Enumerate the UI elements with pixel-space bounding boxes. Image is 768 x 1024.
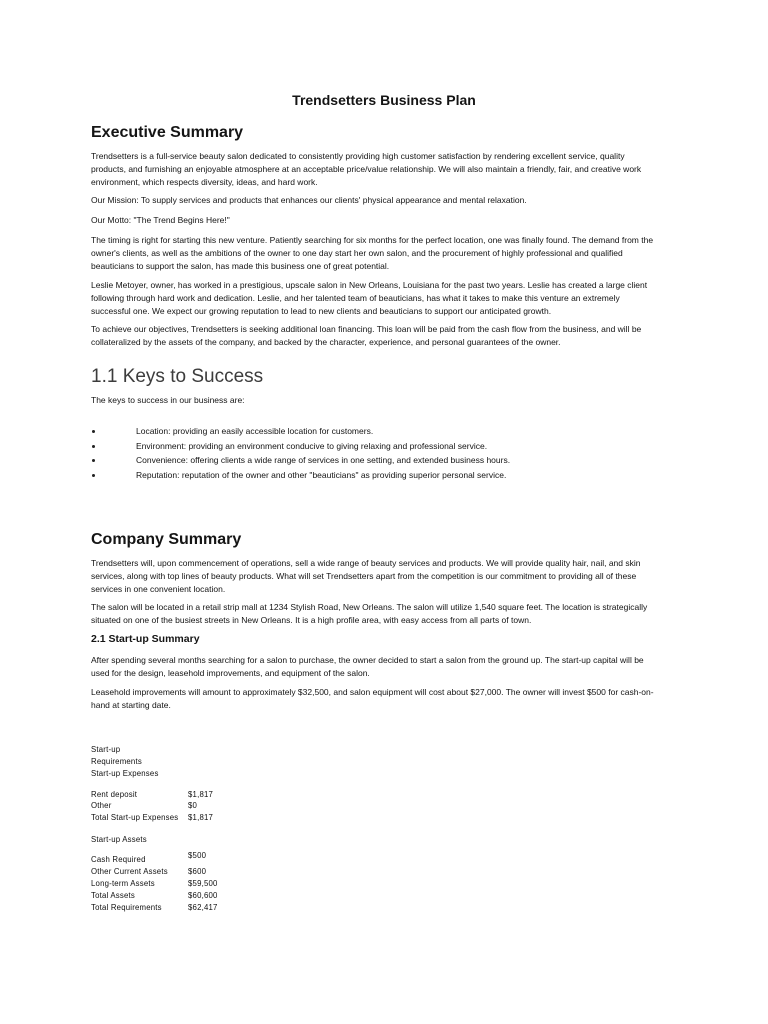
motto-paragraph bbox=[91, 214, 230, 227]
motto-text: Our Motto: "The Trend Begins Here!" bbox=[91, 215, 230, 225]
table-row bbox=[91, 851, 291, 865]
row-value: $1,817 bbox=[188, 813, 214, 822]
table-header-line bbox=[91, 769, 291, 779]
timing-paragraph bbox=[91, 234, 653, 273]
row-label: Cash Required bbox=[91, 855, 146, 864]
key-item-environment bbox=[91, 439, 510, 454]
table-row bbox=[91, 867, 291, 877]
paragraph-line: used for the design, leasehold improvements, and equipment of the salon. bbox=[91, 668, 370, 678]
objectives-paragraph bbox=[91, 323, 641, 349]
row-label: Rent deposit bbox=[91, 790, 138, 799]
startup-costs-paragraph bbox=[91, 686, 654, 712]
table-row bbox=[91, 891, 291, 901]
paragraph-line: situated on one of the busiest streets in New Orleans. It is a high profile area, with easy access from all parts of town. bbox=[91, 615, 532, 625]
row-label: Total Assets bbox=[91, 891, 136, 900]
keys-to-success-heading: 1.1 Keys to Success bbox=[91, 366, 264, 387]
key-item-convenience bbox=[91, 453, 510, 468]
key-item-text: Convenience: offering clients a wide range of services in one setting, and extended business hours. bbox=[136, 455, 511, 465]
table-row bbox=[91, 813, 291, 823]
row-value: $1,817 bbox=[188, 790, 214, 799]
paragraph-line: successful one. We expect our growing reputation to lead to new clients and beauticians to support our anticipated growth. bbox=[91, 306, 552, 316]
table-row bbox=[91, 903, 291, 913]
row-value: $600 bbox=[188, 867, 207, 876]
paragraph-line: services in one convenient location. bbox=[91, 584, 226, 594]
paragraph-line: The timing is right for starting this new venture. Patiently searching for six months for the perfect location, one was finally found. The demand from the bbox=[91, 235, 654, 245]
table-section-heading bbox=[91, 835, 291, 845]
paragraph-line: beauticians to support the salon, has made this business one of great potential. bbox=[91, 261, 390, 271]
mission-text: Our Mission: To supply services and products that enhances our clients' physical appearance and mental relaxation. bbox=[91, 195, 527, 205]
company-summary-heading: Company Summary bbox=[91, 531, 242, 548]
keys-to-success-list bbox=[91, 424, 510, 482]
row-label: Other Current Assets bbox=[91, 867, 168, 876]
bullet-icon bbox=[92, 459, 95, 462]
key-item-location bbox=[91, 424, 510, 439]
bullet-icon bbox=[92, 474, 95, 477]
paragraph-line: owner's clients, as well as the ambitions of the owner to one day start her own salon, and the procurement of highly professional and qualified bbox=[91, 248, 623, 258]
key-item-text: Environment: providing an environment conducive to giving relaxing and professional service. bbox=[136, 440, 488, 451]
row-value: $500 bbox=[188, 851, 207, 860]
executive-summary-heading: Executive Summary bbox=[91, 124, 244, 141]
row-value: $0 bbox=[188, 801, 198, 810]
table-row bbox=[91, 879, 291, 889]
key-item-text: Reputation: reputation of the owner and other "beauticians" as providing superior personal service. bbox=[136, 469, 507, 480]
company-overview-paragraph bbox=[91, 557, 640, 596]
paragraph-line: After spending several months searching for a salon to purchase, the owner decided to start a salon from the ground up. The start-up capital will be bbox=[91, 655, 644, 665]
table-header-text: Requirements bbox=[91, 757, 142, 766]
paragraph-line: Leslie Metoyer, owner, has worked in a prestigious, upscale salon in New Orleans, Louisiana for the past two years. Leslie has created a large client bbox=[91, 280, 648, 290]
paragraph-line: hand at starting date. bbox=[91, 700, 171, 710]
row-label: Total Start-up Expenses bbox=[91, 813, 179, 822]
row-label: Long-term Assets bbox=[91, 879, 155, 888]
paragraph-line: collateralized by the assets of the company, and backed by the character, experience, and personal guarantees of the owner. bbox=[91, 337, 561, 347]
table-row bbox=[91, 790, 291, 800]
paragraph-line: following through hard work and dedication. Leslie, and her talented team of beauticians, has what it takes to make this venture an extremely bbox=[91, 293, 620, 303]
paragraph-line: To achieve our objectives, Trendsetters is seeking additional loan financing. This loan will be paid from the cash flow from the business, and will be bbox=[91, 324, 642, 334]
section-heading-text: Start-up Assets bbox=[91, 835, 147, 844]
table-row bbox=[91, 801, 291, 811]
executive-summary-intro-paragraph bbox=[91, 150, 641, 189]
row-value: $62,417 bbox=[188, 903, 218, 912]
paragraph-line: Trendsetters is a full-service beauty salon dedicated to consistently providing high customer satisfaction by rendering excellent service, quality bbox=[91, 151, 625, 161]
owner-paragraph bbox=[91, 279, 647, 318]
table-header-line bbox=[91, 757, 291, 767]
company-location-paragraph bbox=[91, 601, 647, 627]
startup-summary-heading: 2.1 Start-up Summary bbox=[91, 633, 200, 645]
bullet-icon bbox=[92, 445, 95, 448]
table-header-text: Start-up bbox=[91, 745, 121, 754]
key-item-text: Location: providing an easily accessible location for customers. bbox=[136, 426, 374, 436]
startup-plan-paragraph bbox=[91, 654, 644, 680]
table-header-text: Start-up Expenses bbox=[91, 769, 159, 778]
paragraph-line: Trendsetters will, upon commencement of operations, sell a wide range of beauty services and products. We will provide quality hair, nail, and skin bbox=[91, 558, 641, 568]
mission-paragraph bbox=[91, 194, 527, 207]
row-label: Total Requirements bbox=[91, 903, 162, 912]
key-item-reputation bbox=[91, 468, 510, 483]
table-header-line bbox=[91, 745, 291, 755]
row-label: Other bbox=[91, 801, 112, 810]
keys-intro-paragraph bbox=[91, 394, 245, 407]
keys-intro-text: The keys to success in our business are: bbox=[91, 395, 245, 405]
paragraph-line: products, and furnishing an enjoyable atmosphere at an acceptable price/value relationship. We will also maintain a friendly, fair, and creative work bbox=[91, 164, 642, 174]
bullet-icon bbox=[92, 430, 95, 433]
paragraph-line: Leasehold improvements will amount to approximately $32,500, and salon equipment will cost about $27,000. The owner will invest $500 for cash-on- bbox=[91, 687, 654, 697]
document-title: Trendsetters Business Plan bbox=[292, 92, 476, 108]
paragraph-line: environment, which respects diversity, ideas, and hard work. bbox=[91, 177, 318, 187]
row-value: $60,600 bbox=[188, 891, 218, 900]
paragraph-line: The salon will be located in a retail strip mall at 1234 Stylish Road, New Orleans. The salon will utilize 1,540 square feet. The location is strategically bbox=[91, 602, 648, 612]
row-value: $59,500 bbox=[188, 879, 218, 888]
paragraph-line: services, along with top lines of beauty products. What will set Trendsetters apart from the competition is our commitment to providing all of these bbox=[91, 571, 637, 581]
